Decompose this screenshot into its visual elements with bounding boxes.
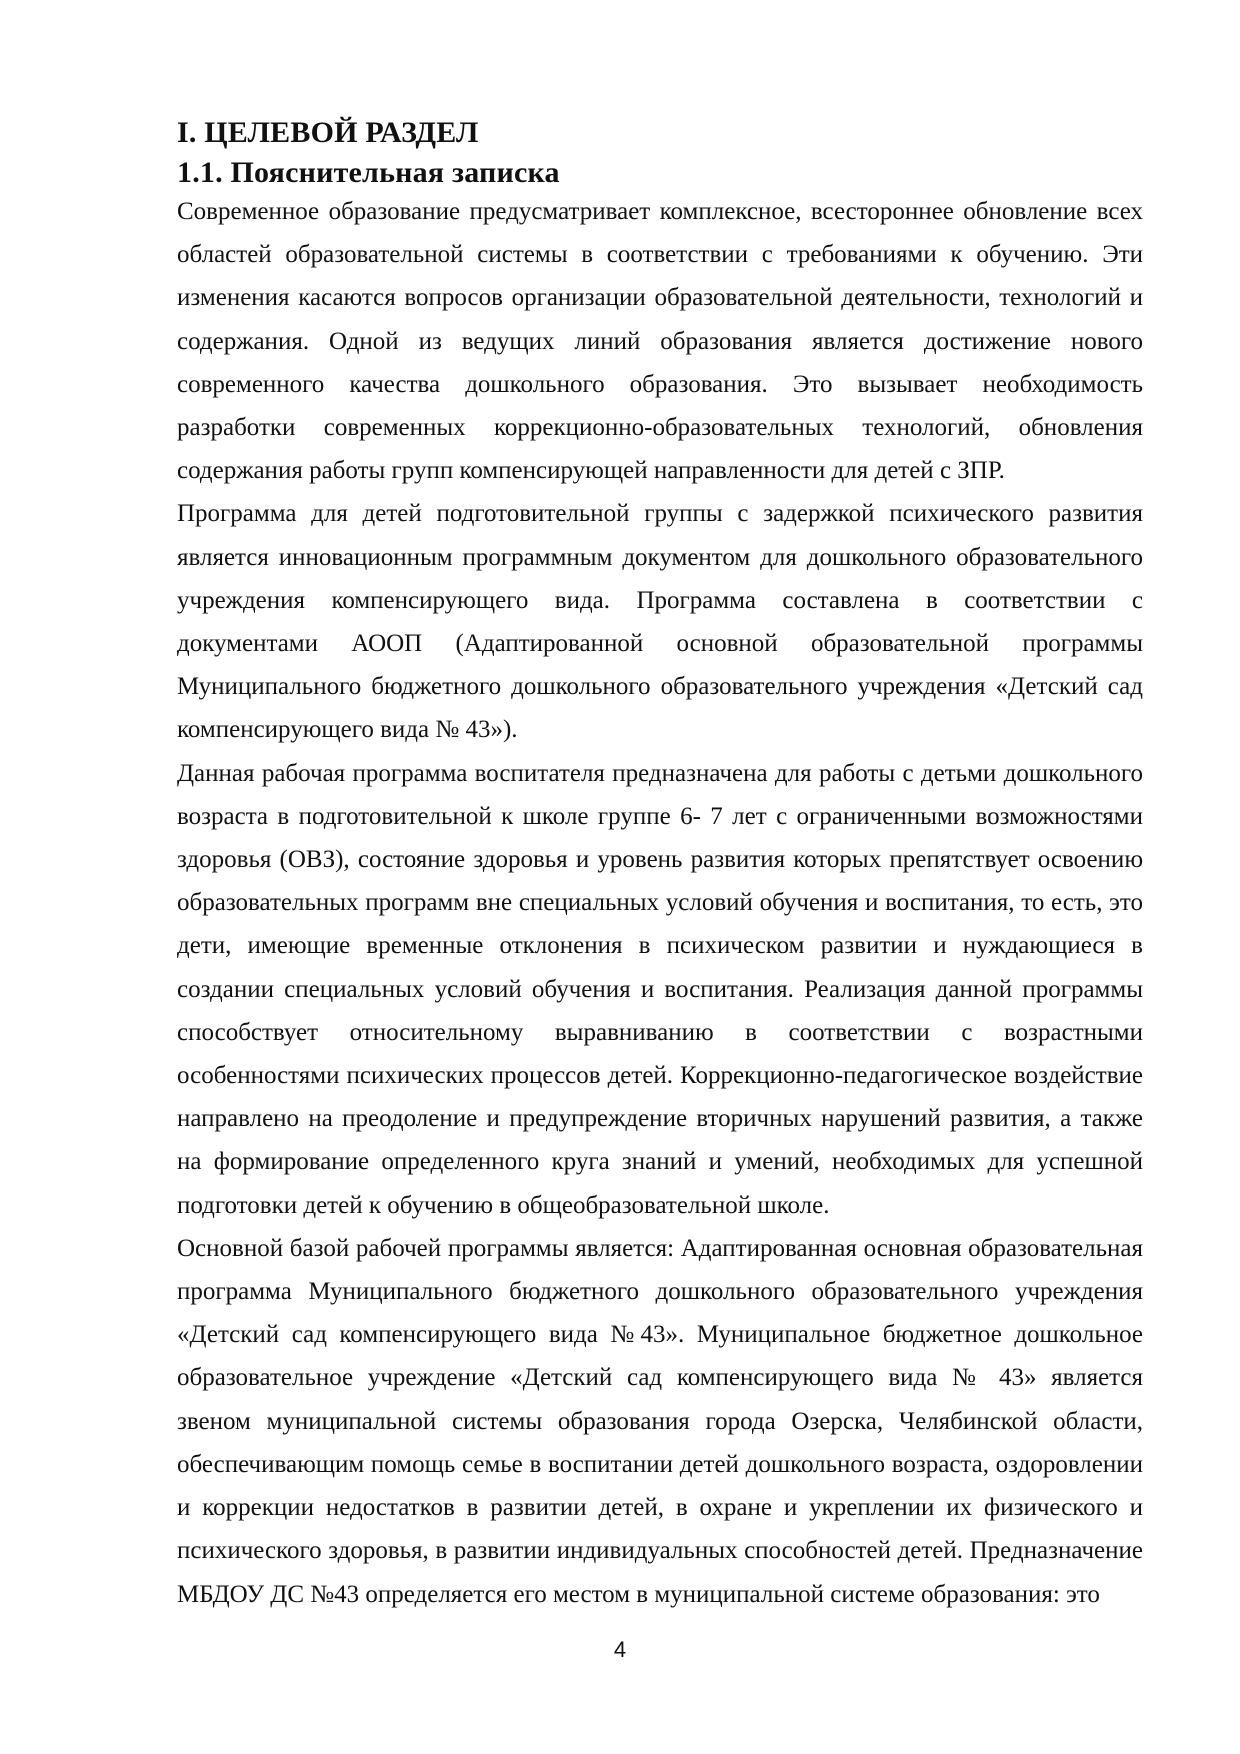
paragraph-program-basis: Основной базой рабочей программы является: Адаптированная основная образовательная программа Муниципального бюджетного дошкольного образовательного учреждения «Детский сад компенсирующего вида №43». Муниципальное бюджетное дошкольное образовательное учреждение «Детский сад компенсирующего вида № 43» является звеном муниципальной системы образования города Озерска, Челябинской области, обеспечивающим помощь семье в воспитании детей дошкольного возраста, оздоровлении и коррекции недостатков в развитии детей, в охране и укреплении их физического и психического здоровья, в развитии индивидуальных способностей детей. Предназначение МБДОУ ДС №43 определяется его местом в муниципальной системе образования: это [177,1234,1143,1608]
subsection-title: 1.1. Пояснительная записка [177,156,560,189]
section-title: I. ЦЕЛЕВОЙ РАЗДЕЛ [177,116,479,149]
paragraph-program-description: Программа для детей подготовительной группы с задержкой психического развития является инновационным программным документом для дошкольного образовательного учреждения компенсирующего вида. Программа составлена в соответствии с документами АООП (Адаптированной основной образовательной программы Муниципального бюджетного дошкольного образовательного учреждения «Детский сад компенсирующего вида № 43»). [177,500,1143,744]
page-number: 4 [613,1637,627,1662]
paragraph-modern-education: Современное образование предусматривает комплексное, всестороннее обновление всех областей образовательной системы в соответствии с требованиями к обучению. Эти изменения касаются вопросов организации образовательной деятельности, технологий и содержания. Одной из ведущих линий образования является достижение нового современного качества дошкольного образования. Это вызывает необходимость разработки современных коррекционно-образовательных технологий, обновления содержания работы групп компенсирующей направленности для детей с ЗПР. [177,198,1143,485]
paragraph-work-program-purpose: Данная рабочая программа воспитателя предназначена для работы с детьми дошкольного возраста в подготовительной к школе группе 6- 7 лет с ограниченными возможностями здоровья (ОВЗ), состояние здоровья и уровень развития которых препятствует освоению образовательных программ вне специальных условий обучения и воспитания, то есть, это дети, имеющие временные отклонения в психическом развитии и нуждающиеся в создании специальных условий обучения и воспитания. Реализация данной программы способствует относительному выравниванию в соответствии с возрастными особенностями психических процессов детей. Коррекционно-педагогическое воздействие направлено на преодоление и предупреждение вторичных нарушений развития, а также на формирование определенного круга знаний и умений, необходимых для успешной подготовки детей к обучению в общеобразовательной школе. [177,759,1143,1219]
page-content [177,110,1143,1616]
